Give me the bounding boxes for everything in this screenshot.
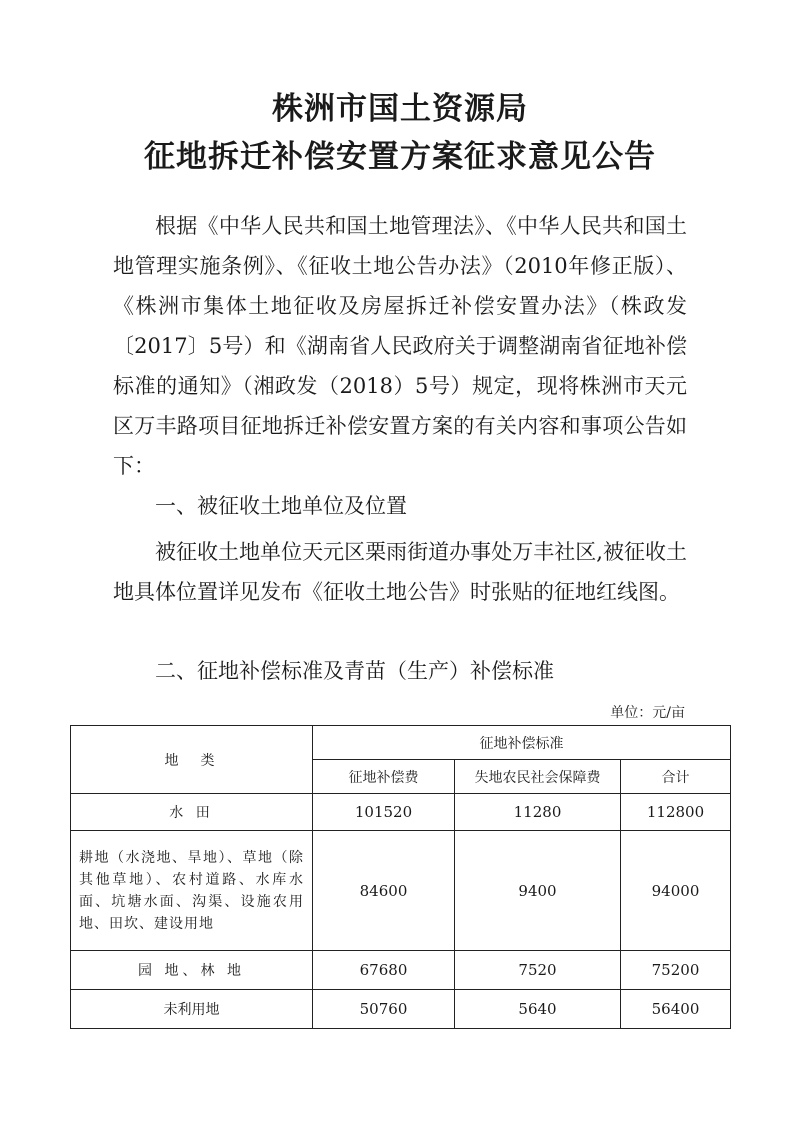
row-social-security-fee: 11280: [455, 794, 621, 831]
header-compensation-fee: 征地补偿费: [313, 760, 455, 794]
section-1-paragraph: 被征收土地单位天元区栗雨街道办事处万丰社区,被征收土地具体位置详见发布《征收土地公告》时张贴的征地红线图。: [113, 540, 687, 604]
row-total: 94000: [621, 831, 731, 951]
table-row: [71, 990, 731, 1029]
document-title-line-2: 征地拆迁补偿安置方案征求意见公告: [144, 139, 656, 175]
row-category: 水 田: [71, 794, 313, 831]
row-total: 112800: [621, 794, 731, 831]
table-row: [71, 794, 731, 831]
header-total: 合计: [621, 760, 731, 794]
row-social-security-fee: 9400: [455, 831, 621, 951]
table-row: [71, 951, 731, 990]
table-row: [71, 831, 731, 951]
unit-label: 单位：元/亩: [610, 705, 685, 721]
row-compensation-fee: 50760: [313, 990, 455, 1029]
row-total: 56400: [621, 990, 731, 1029]
intro-paragraph: 根据《中华人民共和国土地管理法》、《中华人民共和国土地管理实施条例》、《征收土地公告办法》（2010年修正版）、《株洲市集体土地征收及房屋拆迁补偿安置办法》（株政发〔2017〕5号）和《湖南省人民政府关于调整湖南省征地补偿标准的通知》（湘政发（2018）5号）规定，现将株洲市天元区万丰路项目征地拆迁补偿安置方案的有关内容和事项公告如下：: [113, 214, 687, 478]
row-compensation-fee: 67680: [313, 951, 455, 990]
row-compensation-fee: 84600: [313, 831, 455, 951]
document-title-line-1: 株洲市国土资源局: [272, 91, 528, 127]
header-social-security-fee: 失地农民社会保障费: [455, 760, 621, 794]
row-social-security-fee: 5640: [455, 990, 621, 1029]
section-1-heading: 一、被征收土地单位及位置: [155, 494, 407, 518]
row-compensation-fee: 101520: [313, 794, 455, 831]
header-compensation-standard: 征地补偿标准: [313, 726, 731, 760]
row-category: 园 地、林 地: [71, 951, 313, 990]
header-land-category: 地 类: [71, 726, 313, 794]
section-2-heading: 二、征地补偿标准及青苗（生产）补偿标准: [155, 659, 554, 683]
row-total: 75200: [621, 951, 731, 990]
row-category: 未利用地: [71, 990, 313, 1029]
compensation-table: [70, 725, 731, 1029]
row-social-security-fee: 7520: [455, 951, 621, 990]
row-category: 耕地（水浇地、旱地）、草地（除其他草地）、农村道路、水库水面、坑塘水面、沟渠、设施农用地、田坎、建设用地: [71, 831, 313, 951]
